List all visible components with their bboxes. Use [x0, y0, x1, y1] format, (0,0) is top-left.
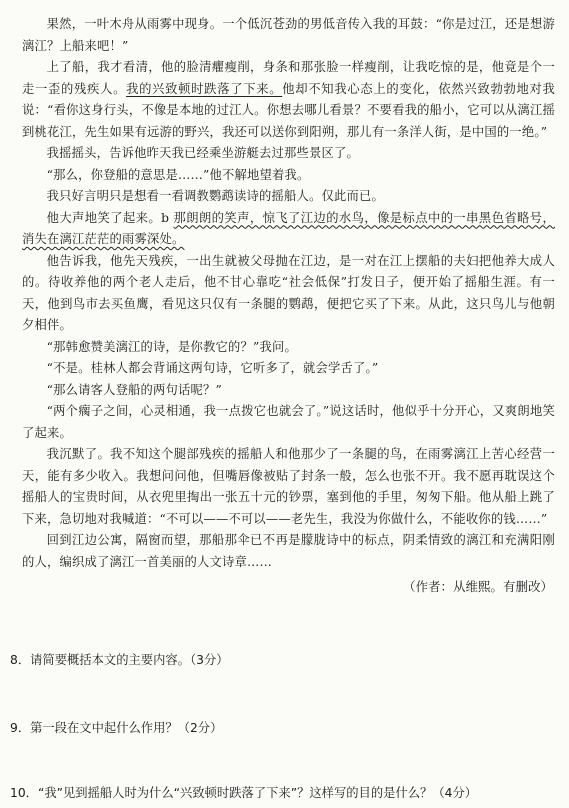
paragraph-8: “那韩愈赞美漓江的诗，是你教它的？”我问。: [46, 339, 298, 354]
paragraph-12: 我沉默了。我不知这个腿部残疾的摇船人和他那少了一条腿的鸟，在雨雾漓江上苦心经营一天，能有多少收入。我想问问他，但嘴唇像被贴了封条一般，怎么也张不开。我不愿再耽误这个摇船人的宝贵时间，从衣兜里掏出一张五十元的钞票，塞到他的手里，匆匆下船。他从船上跳了下来，急切地对我喊道：“不可以——不可以——老先生，我没为你做什么，不能收你的钱……”: [22, 447, 555, 526]
paragraph-1: 果然，一叶木舟从雨雾中现身。一个低沉苍劲的男低音传入我的耳鼓：“你是过江，还是想游漓江？上船来吧！”: [22, 17, 555, 53]
wavy-underlined-sentence: 那朗朗的笑声，惊飞了江边的水鸟，像是标点中的一串黑色省略号，消失在漓江茫茫的雨雾深处。: [22, 210, 555, 246]
underlined-phrase: 我的兴致顿时跌落了下来。: [126, 81, 283, 96]
paragraph-13: 回到江边公寓，隔窗而望，那船那伞已不再是朦胧诗中的标点，阴柔情致的漓江和充满阳刚的人，编织成了漓江一首美丽的人文诗章……: [22, 533, 555, 569]
paragraph-3: 我摇摇头，告诉他昨天我已经乘坐游艇去过那些景区了。: [46, 146, 360, 160]
paragraph-7: 他告诉我，他先天残疾，一出生就被父母抛在江边，是一对在江上摆船的夫妇把他养大成人的。待收养他的两个老人走后，他不甘心靠吃“社会低保”打发日子，便开始了摇船生涯。有一天，他到鸟市去买鱼鹰，看见这只仅有一条腿的鹦鹉，便把它买了下来。从此，这只鸟儿与他朝夕相伴。: [22, 253, 555, 332]
paragraph-10: “那么请客人登船的两句话呢？”: [46, 382, 223, 397]
author-credit: （作者：从维熙。有删改）: [402, 579, 553, 594]
article-body: [22, 14, 555, 595]
paragraph-4: “那么，你登船的意思是……”他不解地望着我。: [46, 167, 310, 182]
paragraph-9: “不是。桂林人都会背诵这两句诗，它听多了，就会学舌了。”: [46, 361, 379, 375]
paragraph-6: 他大声地笑了起来。b 那朗朗的笑声，惊飞了江边的水鸟，像是标点中的一串黑色省略号，消失在漓江茫茫的雨雾深处。: [22, 210, 555, 246]
question-9: 9．第一段在文中起什么作用？（2分）: [10, 721, 223, 735]
paragraph-5: 我只好言明只是想看一看调教鹦鹉读诗的摇船人。仅此而已。: [46, 189, 385, 203]
paragraph-11: “两个瘸子之间，心灵相通，我一点拨它也就会了。”说这话时，他似乎十分开心，又爽朗地笑了起来。: [22, 404, 555, 440]
question-10: 10．“我”见到摇船人时为什么“兴致顿时跌落了下来”？这样写的目的是什么？（4分）: [10, 786, 478, 800]
paragraph-2: 上了船，我才看清，他的脸清癯瘦削，身条和那张脸一样瘦削，让我吃惊的是，他竟是个一走一歪的残疾人。我的兴致顿时跌落了下来。他却不知我心态上的变化，依然兴致勃勃地对我说：“看你这身行头，不像是本地的过江人。你想去哪儿看景？不要看我的船小，它可以从漓江摇到桃花江，先生如果有远游的野兴，我还可以送你到阳朔，那儿有一条洋人街，是中国的一绝。”: [22, 60, 556, 139]
question-8: 8．请简要概括本文的主要内容。（3分）: [10, 653, 229, 667]
